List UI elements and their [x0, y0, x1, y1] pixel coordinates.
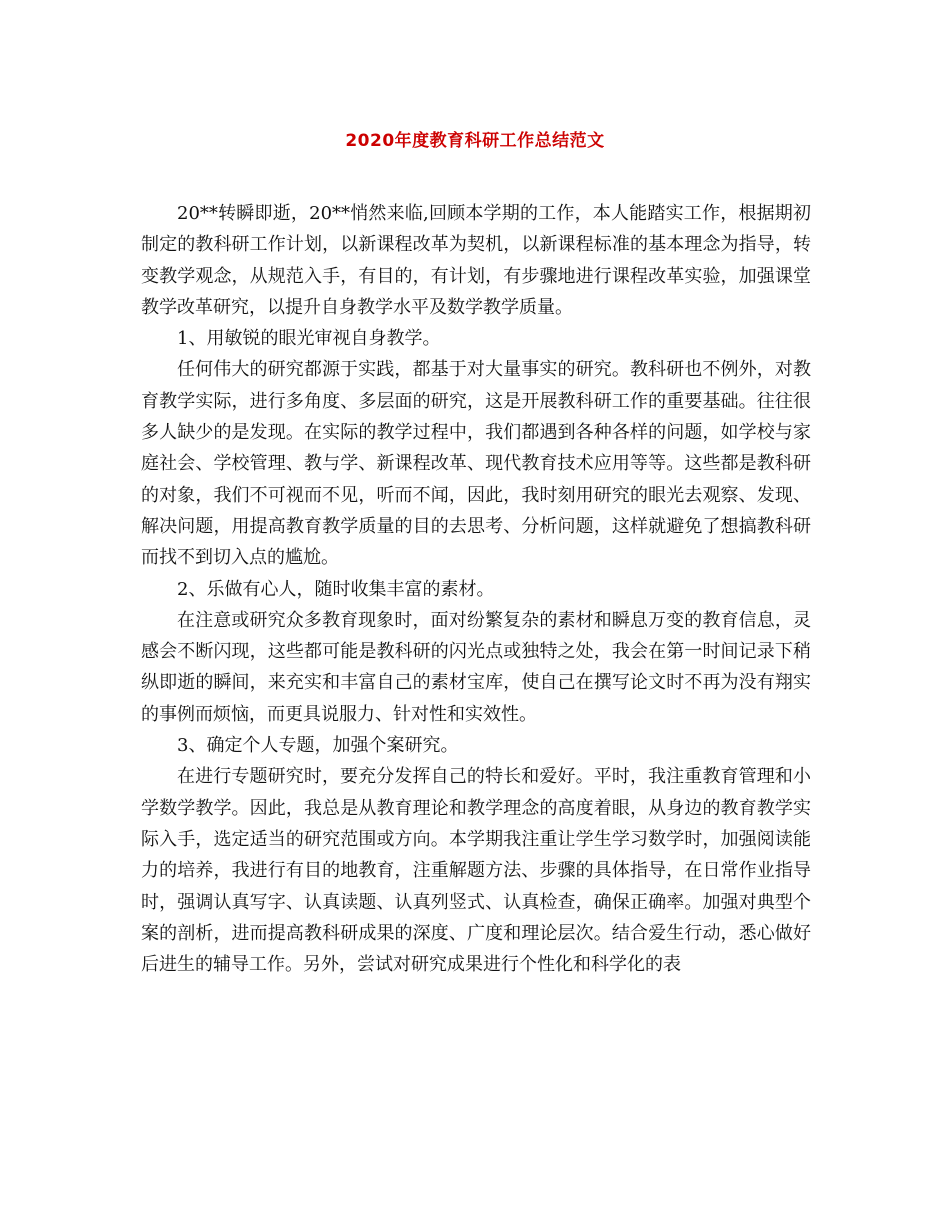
- section-heading-3: 3、确定个人专题，加强个案研究。: [177, 735, 459, 757]
- section-heading-2: 2、乐做有心人，随时收集丰富的素材。: [177, 578, 495, 600]
- section-heading-1: 1、用敏锐的眼光审视自身教学。: [177, 328, 441, 350]
- paragraph-section-3: 在进行专题研究时，要充分发挥自己的特长和爱好。平时，我注重教育管理和小学数学教学。因此，我总是从教育理论和教学理念的高度着眼，从身边的教育教学实际入手，选定适当的研究范围或方向。本学期我注重让学生学习数学时，加强阅读能力的培养，我进行有目的地教育，注重解题方法、步骤的具体指导，在日常作业指导时，强调认真写字、认真读题、认真列竖式、认真检查，确保正确率。加强对典型个案的剖析，进而提高教科研成果的深度、广度和理论层次。结合爱生行动，悉心做好后进生的辅导工作。另外，尝试对研究成果进行个性化和科学化的表: [141, 766, 811, 976]
- paragraph-intro: 20**转瞬即逝，20**悄然来临,回顾本学期的工作，本人能踏实工作，根据期初制定的教科研工作计划，以新课程改革为契机，以新课程标准的基本理念为指导，转变教学观念，从规范入手，有目的，有计划，有步骤地进行课程改革实验，加强课堂教学改革研究，以提升自身教学水平及数学教学质量。: [141, 203, 811, 318]
- document-body: [141, 198, 811, 980]
- paragraph-section-1: 任何伟大的研究都源于实践，都基于对大量事实的研究。教科研也不例外，对教育教学实际，进行多角度、多层面的研究，这是开展教科研工作的重要基础。往往很多人缺少的是发现。在实际的教学过程中，我们都遇到各种各样的问题，如学校与家庭社会、学校管理、教与学、新课程改革、现代教育技术应用等等。这些都是教科研的对象，我们不可视而不见，听而不闻，因此，我时刻用研究的眼光去观察、发现、解决问题，用提高教育教学质量的目的去思考、分析问题，这样就避免了想搞教科研而找不到切入点的尴尬。: [141, 359, 811, 569]
- document-title: 2020年度教育科研工作总结范文: [345, 131, 605, 151]
- paragraph-section-2: 在注意或研究众多教育现象时，面对纷繁复杂的素材和瞬息万变的教育信息，灵感会不断闪现，这些都可能是教科研的闪光点或独特之处，我会在第一时间记录下稍纵即逝的瞬间，来充实和丰富自己的素材宝库，使自己在撰写论文时不再为没有翔实的事例而烦恼，而更具说服力、针对性和实效性。: [141, 609, 811, 725]
